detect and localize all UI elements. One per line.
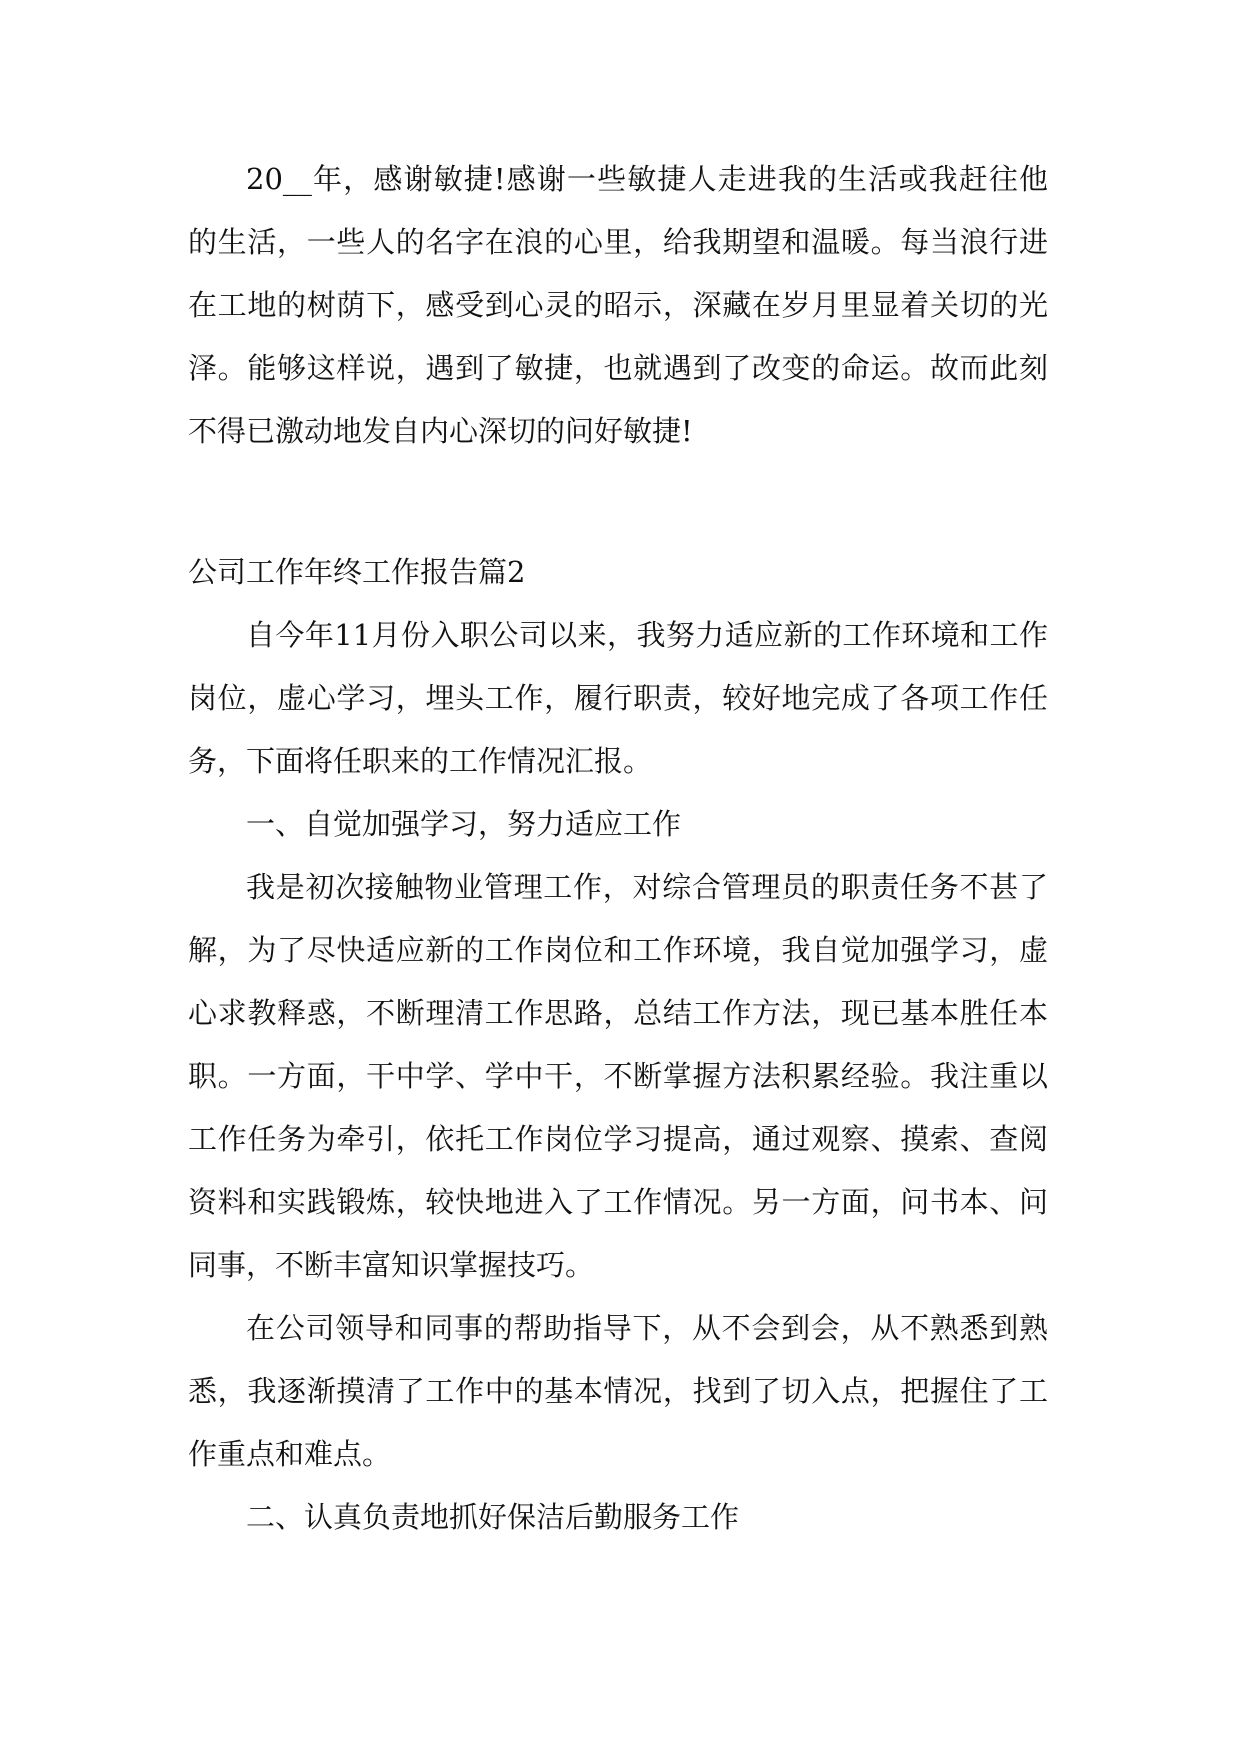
- section-heading: 公司工作年终工作报告篇2: [188, 555, 526, 589]
- body-paragraph: 我是初次接触物业管理工作，对综合管理员的职责任务不甚了解，为了尽快适应新的工作岗位和工作环境，我自觉加强学习，虚心求教释惑，不断理清工作思路，总结工作方法，现已基本胜任本职。一方面，干中学、学中干，不断掌握方法积累经验。我注重以工作任务为牵引，依托工作岗位学习提高，通过观察、摸索、查阅资料和实践锻炼，较快地进入了工作情况。另一方面，问书本、问同事，不断丰富知识掌握技巧。: [188, 870, 1048, 1282]
- body-paragraph: 自今年11月份入职公司以来，我努力适应新的工作环境和工作岗位，虚心学习，埋头工作，履行职责，较好地完成了各项工作任务，下面将任职来的工作情况汇报。: [188, 618, 1048, 778]
- subheading-2: 二、认真负责地抓好保洁后勤服务工作: [246, 1500, 740, 1534]
- body-paragraph: 在公司领导和同事的帮助指导下，从不会到会，从不熟悉到熟悉，我逐渐摸清了工作中的基本情况，找到了切入点，把握住了工作重点和难点。: [188, 1311, 1048, 1471]
- document-body: [188, 148, 1048, 1549]
- intro-paragraph: 20__年，感谢敏捷!感谢一些敏捷人走进我的生活或我赶往他的生活，一些人的名字在浪的心里，给我期望和温暖。每当浪行进在工地的树荫下，感受到心灵的昭示，深藏在岁月里显着关切的光泽。能够这样说，遇到了敏捷，也就遇到了改变的命运。故而此刻不得已激动地发自内心深切的问好敏捷!: [188, 162, 1048, 448]
- subheading-1: 一、自觉加强学习，努力适应工作: [246, 807, 682, 841]
